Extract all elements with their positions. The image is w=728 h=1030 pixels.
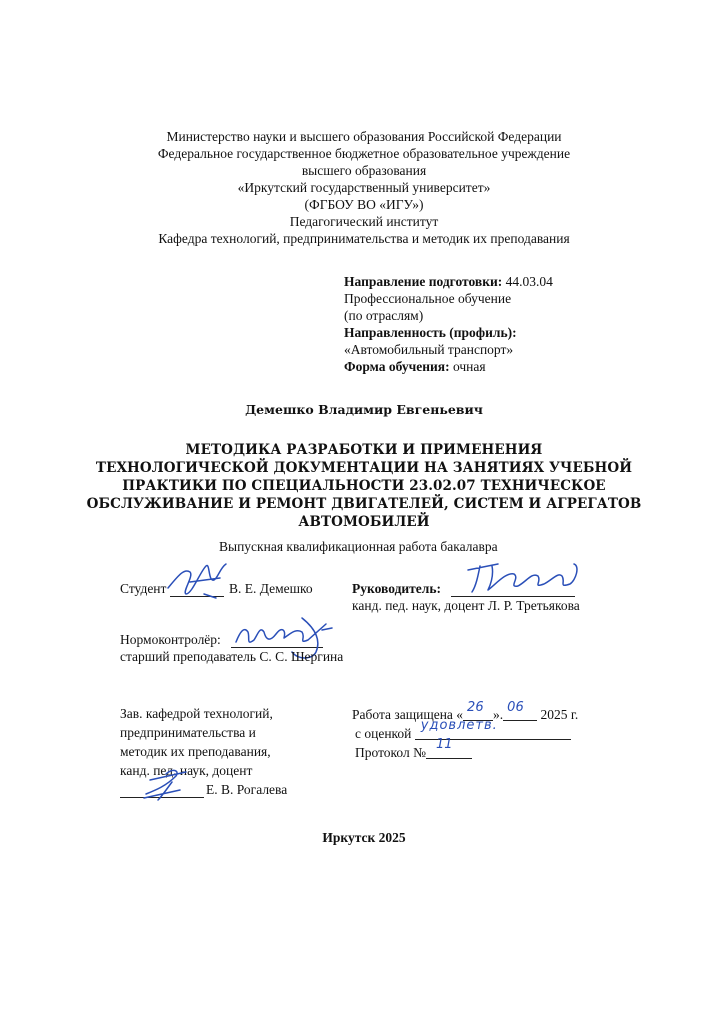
student-name: В. Е. Демешко [229,581,313,596]
study-form-line [344,359,486,375]
normcontrol-name: старший преподаватель С. С. Шергина [120,649,344,664]
grade-value: удовлетв. [420,718,498,733]
head-name: Е. В. Рогалева [206,782,288,797]
grade-label: с оценкой [355,726,412,741]
education-level-line: высшего образования [301,163,427,178]
head-title-line-1: Зав. кафедрой технологий, [120,706,273,721]
defense-day: 26 [467,700,484,715]
student-label: Студент [120,581,167,596]
city-year: Иркутск 2025 [322,830,406,845]
head-title-line-3: методик их преподавания, [120,744,271,759]
student-signature [160,558,240,603]
direction-name-2: (по отраслям) [344,308,424,323]
author-name: Демешко Владимир Евгеньевич [245,402,483,417]
university-name: «Иркутский государственный университет» [237,180,491,195]
defense-month-field [503,700,537,721]
defense-year: 2025 г. [537,707,579,722]
work-type: Выпускная квалификационная работа бакалавра [219,539,498,554]
university-abbr: (ФГБОУ ВО «ИГУ») [304,197,424,212]
direction-label: Направление подготовки: [344,274,503,289]
head-title-line-2: предпринимательства и [120,725,256,740]
protocol-label: Протокол № [355,745,426,760]
protocol-line [355,737,472,761]
normcontrol-label: Нормоконтролёр: [120,632,221,647]
institute-name: Педагогический институт [289,214,439,229]
protocol-field [426,737,472,759]
head-title-line-4: канд. пед. наук, доцент [120,763,253,778]
direction-line [344,274,553,290]
thesis-title-line-1: МЕТОДИКА РАЗРАБОТКИ И ПРИМЕНЕНИЯ [185,442,543,458]
thesis-title-line-4: ОБСЛУЖИВАНИЕ И РЕМОНТ ДВИГАТЕЛЕЙ, СИСТЕМ И АГРЕГАТОВ [86,496,642,512]
defense-mid: ». [493,707,504,722]
department-name: Кафедра технологий, предпринимательства и методик их преподавания [158,231,570,246]
grade-line [355,718,571,742]
study-form-value: очная [449,359,486,374]
study-form-label: Форма обучения: [344,359,450,374]
profile-label: Направленность (профиль): [344,325,517,340]
supervisor-label: Руководитель: [352,581,442,596]
thesis-title-line-2: ТЕХНОЛОГИЧЕСКОЙ ДОКУМЕНТАЦИИ НА ЗАНЯТИЯХ УЧЕБНОЙ [95,460,633,476]
profile-value: «Автомобильный транспорт» [344,342,514,357]
supervisor-name: канд. пед. наук, доцент Л. Р. Третьякова [352,598,580,613]
thesis-title-line-3: ПРАКТИКИ ПО СПЕЦИАЛЬНОСТИ 23.02.07 ТЕХНИЧЕСКОЕ [122,478,606,494]
defense-month: 06 [507,700,524,715]
protocol-value: 11 [435,737,453,752]
ministry-line: Министерство науки и высшего образования Российской Федерации [166,129,562,144]
direction-code: 44.03.04 [502,274,553,289]
defense-label: Работа защищена « [352,707,464,722]
head-signature [136,760,206,805]
direction-name-1: Профессиональное обучение [344,291,512,306]
thesis-title-line-5: АВТОМОБИЛЕЙ [298,514,430,530]
institution-type-line: Федеральное государственное бюджетное образовательное учреждение [157,146,571,161]
supervisor-signature [462,558,587,598]
